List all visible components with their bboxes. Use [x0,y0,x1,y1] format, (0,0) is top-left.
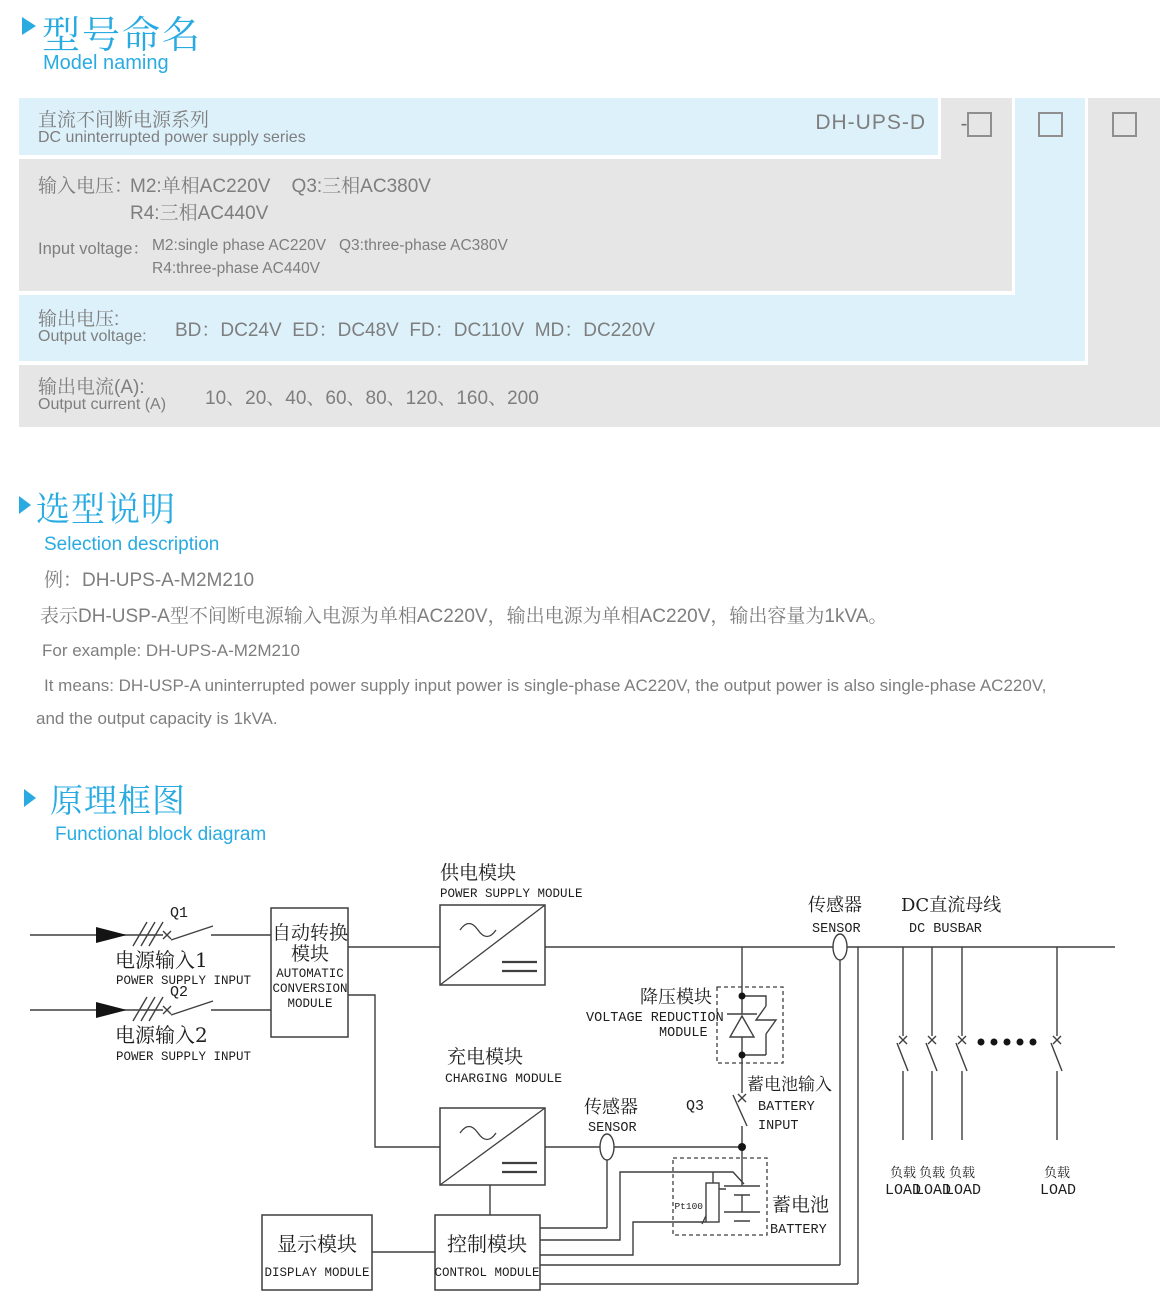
breaker-q3-label: Q3 [685,1098,704,1115]
input-voltage-values-en-2: R4:three-phase AC440V [152,260,321,277]
input-voltage-values-en-1: M2:single phase AC220V Q3:three-phase AC380V [152,237,508,254]
battery-input-label-en2: INPUT [758,1119,799,1134]
pt100-label: Pt100 [674,1201,703,1212]
battery-input-label-zh: 蓄电池输入 [747,1075,832,1095]
selection-meaning-zh: 表示DH-USP-A型不间断电源输入电源为单相AC220V，输出电源为单相AC220V，输出容量为1kVA。 [40,606,888,627]
charging-sensor-label-en: SENSOR [588,1121,637,1136]
junction-dot [738,1143,746,1151]
load1-label-en: LOAD [884,1182,922,1199]
suffix-slot-2 [1015,112,1085,137]
section1-arrow-icon [22,17,36,35]
busbar-sensor-label-en: SENSOR [812,922,861,937]
vrm-label-zh: 降压模块 [640,987,712,1008]
output-voltage-values: BD：DC24V ED：DC48V FD：DC110V MD：DC220V [175,320,656,341]
section2-arrow-icon [19,496,31,514]
table-row-input-voltage [19,159,1012,291]
auto-module-label-en2: CONVERSION [272,982,348,996]
suffix-box-icon [967,112,992,137]
vrm-label-en2: MODULE [659,1026,708,1041]
selection-meaning-en-2: and the output capacity is 1kVA. [36,709,278,728]
auto-module-label-zh1: 自动转换 [271,922,349,944]
input-voltage-values-zh-2: R4:三相AC440V [130,203,269,224]
charging-current-sensor-icon [600,1134,614,1160]
diagram-marks [96,927,1037,1151]
battery-label-zh: 蓄电池 [772,1194,830,1216]
input-voltage-label-en: Input voltage： [38,240,149,258]
battery-box [673,1158,767,1235]
ellipsis-dot [991,1039,998,1046]
suffix-slot-1 [941,112,1012,137]
dc-busbar-label-zh: DC直流母线 [901,895,1002,916]
functional-block-diagram [0,850,1167,1308]
selection-example-code-zh: 例：DH-UPS-A-M2M210 [44,570,255,591]
input1-arrow-icon [96,927,127,943]
table-row-series [19,98,938,155]
auto-module-label-en3: MODULE [287,997,333,1011]
charging-module-label-en: CHARGING MODULE [445,1071,563,1086]
diagram-title-zh: 原理框图 [50,782,186,819]
selection-title-en: Selection description [44,534,220,555]
load4-label-en: LOAD [1039,1182,1077,1199]
series-label-en: DC uninterrupted power supply series [38,129,306,146]
junction-dot [739,1052,746,1059]
table-row-output-voltage [19,295,1085,361]
input2-label-zh: 电源输入2 [115,1023,208,1047]
input1-label-en: POWER SUPPLY INPUT [116,974,252,988]
suffix-slot-3 [1088,112,1160,137]
load3-label-en: LOAD [944,1182,982,1199]
breaker-q2-label: Q2 [170,984,189,1001]
ellipsis-dot [978,1039,985,1046]
output-current-label-zh: 输出电流(A): [38,377,145,398]
load4-label-zh: 负载 [1043,1166,1071,1181]
auto-module-label-en1: AUTOMATIC [276,967,344,981]
power-supply-module-label-en: POWER SUPPLY MODULE [440,887,583,901]
model-naming-title-en: Model naming [43,52,169,74]
load2-label-en: LOAD [914,1182,952,1199]
busbar-sensor-label-zh: 传感器 [808,895,862,916]
input-voltage-values-zh-1: M2:单相AC220V Q3:三相AC380V [130,176,431,197]
output-current-label-en: Output current (A) [38,396,167,413]
junction-dot [739,993,746,1000]
selection-example-code-en: For example: DH-UPS-A-M2M210 [42,641,300,660]
busbar-current-sensor-icon [833,934,847,960]
series-label-zh: 直流不间断电源系列 [38,110,210,131]
load1-label-zh: 负载 [889,1166,917,1181]
selection-meaning-en-1: It means: DH-USP-A uninterrupted power supply input power is single-phase AC220V, the output power is also single-phase AC220V, [44,676,1047,695]
ellipsis-dot [1030,1039,1037,1046]
pt100-sensor-icon [706,1183,719,1222]
breaker-q1-label: Q1 [170,905,189,922]
input-voltage-label-zh: 输入电压： [38,176,134,197]
display-module-label-en: DISPLAY MODULE [264,1266,370,1280]
input2-arrow-icon [96,1002,127,1018]
vrm-label-en1: VOLTAGE REDUCTION [586,1011,724,1026]
charging-sensor-label-zh: 传感器 [584,1097,638,1118]
section3-arrow-icon [24,789,36,807]
table-row-output-current [19,365,1160,427]
model-naming-title-zh: 型号命名 [42,15,203,57]
control-module-label-zh: 控制模块 [447,1232,527,1256]
output-current-values: 10、20、40、60、80、120、160、200 [205,388,539,409]
output-voltage-label-en: Output voltage: [38,328,147,345]
suffix-box-icon [1038,112,1063,137]
ellipsis-dot [1017,1039,1024,1046]
input1-label-zh: 电源输入1 [115,948,208,972]
control-module-label-en: CONTROL MODULE [434,1266,540,1280]
suffix-dash: - [960,112,968,135]
input2-label-en: POWER SUPPLY INPUT [116,1050,252,1064]
selection-title-zh: 选型说明 [36,491,176,529]
power-supply-module-label-zh: 供电模块 [440,862,517,884]
model-code: DH-UPS-D [815,111,926,134]
battery-input-label-en1: BATTERY [758,1100,815,1115]
suffix-box-icon [1112,112,1137,137]
diagram-title-en: Functional block diagram [55,824,267,845]
output-voltage-label-zh: 输出电压: [38,309,120,330]
load3-label-zh: 负载 [948,1166,976,1181]
diode-icon [730,1016,754,1037]
auto-module-label-zh2: 模块 [290,943,330,965]
load2-label-zh: 负载 [918,1166,946,1181]
display-module-label-zh: 显示模块 [277,1232,357,1256]
charging-module-label-zh: 充电模块 [447,1046,524,1068]
battery-label-en: BATTERY [770,1223,827,1238]
ellipsis-dot [1004,1039,1011,1046]
dc-busbar-label-en: DC BUSBAR [909,922,982,937]
